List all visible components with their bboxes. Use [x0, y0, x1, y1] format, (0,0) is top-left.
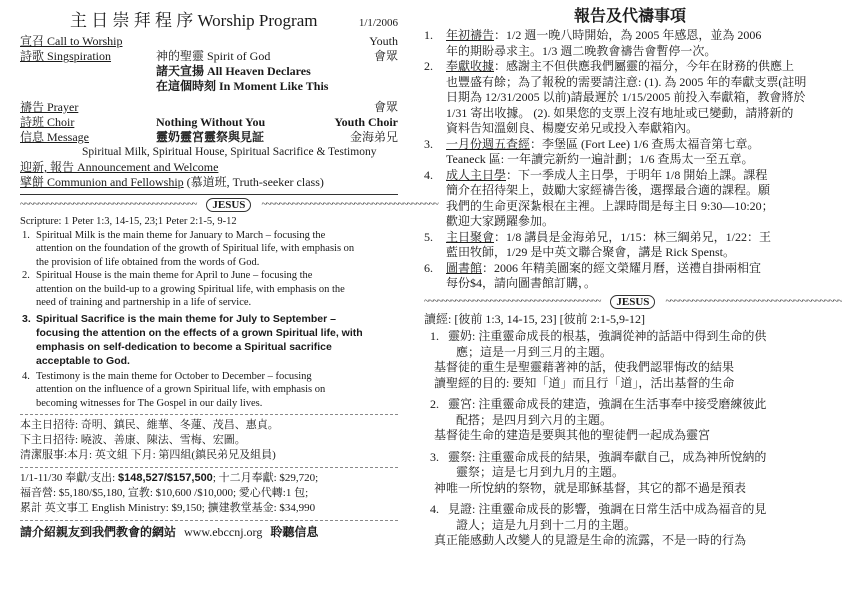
item-line: 資料告知溫劍良、楊慶安弟兄或投入奉獻箱內。	[446, 121, 699, 135]
ornament-row	[20, 197, 438, 213]
item-number: 3.	[22, 312, 31, 325]
footer-text: 請介紹親友到我們教會的網站	[20, 525, 177, 539]
website-footer	[20, 524, 398, 540]
item-note: 真正能感動人改變人的見證是生命的流露，不是一時的行為	[434, 533, 747, 547]
program-row	[20, 115, 398, 130]
program-date: 1/1/2006	[358, 17, 398, 29]
item-line	[446, 137, 836, 153]
item-heading: 一月份週五查經	[446, 136, 531, 151]
program-row	[20, 49, 398, 64]
item-line: the provision of life obtained from the words of God.	[36, 256, 260, 268]
item-text: ：1/8 講員是金海弟兄，1/15：林三綱弟兄，1/22：王	[494, 229, 772, 244]
item-line: Spiritual Milk is the main theme for January to March – focusing the	[36, 229, 326, 241]
row-leader: 會眾	[373, 100, 398, 114]
usher-line: 下主日招待: 曉波、善康、陳法、雪梅、宏圖。	[20, 434, 246, 446]
row-title: 諸天宣揚 All Heaven Declares	[156, 64, 311, 78]
program-rows	[20, 34, 398, 145]
program-row	[20, 79, 398, 94]
item-heading: 成人主日學	[446, 167, 507, 182]
row-title-empty	[156, 100, 366, 115]
scripture-item	[20, 370, 398, 411]
item-heading: 圖書館	[446, 260, 483, 275]
message-subtitle: Spiritual Milk, Spiritual House, Spiritual Sacrifice & Testimony	[82, 146, 377, 158]
program-row	[20, 64, 398, 79]
usher-line: 清潔服事:本月: 英文組 下月: 第四組(鎮民弟兄及組員)	[20, 449, 276, 461]
announcement-row	[20, 160, 398, 175]
scripture-section	[20, 215, 398, 410]
jesus-fish-emblem: JESUS	[610, 295, 655, 309]
item-note: 讀聖經的目的: 要知「道」而且行「道」，活出基督的生命	[434, 375, 735, 390]
item-line: 靈祭；這是七月到九月的主題。	[456, 465, 625, 479]
ushers-section	[20, 418, 398, 463]
row-leader: Youth Choir	[334, 115, 398, 129]
item-line: 靈宮: 注重靈命成長的建造，強調在生活事奉中接受磨練彼此	[448, 397, 767, 411]
row-title: 在這個時刻 In Moment Like This	[156, 79, 329, 93]
cn-scripture-item	[424, 502, 836, 549]
item-text: ：下一季成人主日學，于明年 1/8 開始上課。課程	[506, 167, 768, 182]
ornament-right: ~~~~~~~~~~~~~~~~~~~~~~~~~~~~~~~~~~~~~~~~	[261, 199, 438, 210]
program-row	[20, 34, 398, 49]
row-title-empty	[156, 34, 361, 49]
finance-section	[20, 471, 398, 516]
dashed-divider	[20, 467, 398, 468]
item-number: 3.	[430, 449, 439, 464]
announcements-column	[424, 6, 842, 549]
program-header	[20, 6, 398, 31]
cn-scripture-section	[424, 312, 836, 549]
item-number: 2.	[424, 59, 433, 73]
row-label: 禱告 Prayer	[20, 100, 79, 114]
row-label: 信息 Message	[20, 130, 89, 144]
row-label-empty	[20, 64, 148, 79]
program-row	[20, 130, 398, 145]
scripture-item	[20, 312, 398, 368]
scripture-item	[20, 269, 398, 310]
item-line: 配搭；是四月到六月的主題。	[456, 412, 613, 427]
finance-line-2: 福音營: $5,180/$5,180, 宣教: $10,600 /$10,000; 愛心代轉:1 包;	[20, 487, 309, 499]
finance-period: 1/1-11/30 奉獻/支出:	[20, 472, 118, 484]
item-heading: 主日聚會	[446, 229, 495, 244]
item-line: 藍田牧師，1/29 是中英文聯合聚會，講是 Rick Spenst。	[446, 245, 736, 259]
cn-scripture-heading: 讀經: [彼前 1:3, 14-15, 23] [彼前 2:1-5,9-12]	[424, 311, 645, 326]
item-number: 4.	[22, 370, 30, 382]
item-heading: 年初禱告	[446, 28, 495, 42]
item-line: Spiritual Sacrifice is the main theme for July to September –	[36, 312, 336, 325]
item-number: 2.	[22, 270, 30, 281]
item-line: emphasis on self-dedication to become a Spiritual sacrifice	[36, 340, 332, 353]
row-title: Nothing Without You	[156, 115, 266, 129]
program-title: 主 日 崇 拜 程 序 Worship Program	[70, 11, 318, 30]
item-number: 1.	[424, 28, 433, 42]
announcement-item	[424, 137, 836, 168]
announcement-item	[424, 230, 836, 261]
jesus-fish-emblem: JESUS	[206, 198, 251, 212]
finance-december: ; 十二月奉獻: $29,720;	[212, 472, 319, 484]
row-label: 宣召 Call to Worship	[20, 34, 123, 48]
row-label-empty	[20, 79, 148, 94]
program-row	[20, 100, 398, 115]
announcement-item	[424, 168, 836, 230]
communion-label: 擘餅 Communion and Fellowship	[20, 175, 184, 189]
cn-scripture-item	[424, 329, 836, 391]
announcements-title: 報告及代禱事項	[573, 8, 686, 25]
item-line: Testimony is the main theme for October to December – focusing	[36, 370, 312, 382]
item-text: ：感謝主不但供應我們屬靈的福分，今年在財務的供應上	[494, 59, 795, 73]
item-line: need of training and partnership in a life of service.	[36, 297, 252, 308]
item-line: 應；這是一月到三月的主題。	[456, 344, 613, 359]
row-label: 詩班 Choir	[20, 115, 75, 129]
item-text: ：2006 年精美圖案的經文榮耀月曆，送禮自掛兩相宜	[482, 260, 762, 275]
item-line: acceptable to God.	[36, 354, 130, 367]
item-line: attention on the influence of a grown Spiritual life, with emphasis on	[36, 384, 326, 395]
row-leader: 金海弟兄	[349, 130, 398, 144]
finance-amount: $148,527/$157,500	[117, 472, 213, 484]
item-line: Teaneck 區: 一年讀完新約一遍計劃；1/6 查馬太一至五章。	[446, 152, 754, 166]
dashed-divider	[20, 414, 398, 415]
item-line: Spiritual House is the main theme for April to June – focusing the	[36, 270, 313, 281]
item-number: 4.	[424, 167, 433, 182]
item-note: 神唯一所悅納的祭物，就是耶穌基督，其它的都不過是預表	[434, 480, 747, 495]
item-number: 3.	[424, 136, 433, 151]
ornament-row	[424, 294, 842, 310]
item-line: 1/31 寄出收據。 (2). 如果您的支票上沒有地址或已變動，請將新的	[446, 105, 794, 120]
item-number: 1.	[22, 229, 30, 241]
row-leader: Youth	[369, 34, 398, 48]
item-line: 每份$4，請向圖書館訂購，。	[446, 276, 597, 290]
item-line: 歡迎大家踴躍參加。	[446, 214, 555, 228]
item-line: 也豐盛有餘；為了報稅的需要請注意: (1). 為 2005 年的奉獻支票(註明	[446, 74, 807, 89]
row-title: 靈奶靈宮靈祭與見証	[156, 130, 265, 144]
ornament-left: ~~~~~~~~~~~~~~~~~~~~~~~~~~~~~~~~~~~~~~~~	[424, 295, 601, 307]
row-leader: 會眾	[373, 49, 398, 63]
item-line	[446, 168, 836, 184]
item-line: 年的期盼尋求主。1/3 週二晚教會禱告會暫停一次。	[446, 43, 717, 58]
website-link[interactable]: www.ebccnj.org	[184, 525, 263, 539]
item-line: 見證: 注重靈命成長的影響，強調在日常生活中成為福音的見	[448, 502, 767, 516]
item-line: 證人；這是九月到十二月的主題。	[456, 517, 637, 532]
item-line: attention on the foundation of the growth of Spiritual life, with emphasis on	[36, 243, 355, 254]
cn-scripture-item	[424, 397, 836, 444]
item-note: 基督徒的重生是聖靈藉著神的話，使我們認罪悔改的結果	[434, 360, 735, 374]
item-number: 5.	[424, 229, 433, 244]
item-heading: 奉獻收據	[446, 59, 495, 73]
item-number: 6.	[424, 260, 433, 275]
row-title: 神的聖靈 Spirit of God	[156, 49, 271, 63]
item-line: focusing the attention on the effects of a grown Spiritual life, with	[36, 326, 363, 339]
item-line: 靈奶: 注重靈命成長的根基，強調從神的話語中得到生命的供	[448, 329, 767, 343]
announcement-item	[424, 59, 836, 137]
item-text: ：1/2 週一晚八時開始，為 2005 年感恩，並為 2006	[494, 28, 762, 42]
finance-line-3: 累計 英文事工 English Ministry: $9,150; 擴建教堂基金: $34,990	[20, 502, 316, 514]
usher-line: 本主日招待: 奇明、鎮民、維華、冬蓮、茂昌、惠貞。	[20, 419, 279, 431]
item-number: 1.	[430, 329, 439, 343]
item-text: ：李堡區 (Fort Lee) 1/6 查馬太福音第七章。	[530, 136, 760, 151]
footer-suffix: 聆聽信息	[270, 525, 319, 539]
announcement-item	[424, 261, 836, 292]
item-line	[446, 230, 836, 246]
ornament-left: ~~~~~~~~~~~~~~~~~~~~~~~~~~~~~~~~~~~~~~~~	[20, 199, 197, 210]
item-line	[446, 261, 836, 277]
divider	[20, 194, 398, 195]
item-note: 基督徒生命的建造是要與其他的聖徒們一起成為靈宮	[434, 428, 711, 442]
item-line	[446, 59, 836, 75]
announcements-list	[424, 28, 836, 292]
dashed-divider	[20, 520, 398, 521]
item-number: 4.	[430, 502, 439, 516]
scripture-item	[20, 229, 398, 270]
item-line: 我們的生命更深紮根在主裡。上課時間是每主日 9:30—10:20；	[446, 198, 774, 213]
item-line: 簡介在招待架上，鼓勵大家經禱告後，選擇最合適的課程。願	[446, 183, 771, 197]
item-number: 2.	[430, 397, 439, 411]
row-label: 詩歌 Singspiration	[20, 49, 112, 63]
item-line	[446, 28, 836, 44]
item-line: attention on the build-up to a growing Spiritual life, with emphasis on the	[36, 283, 345, 295]
communion-note: (慕道班, Truth-seeker class)	[186, 175, 324, 189]
item-line: 日期為 12/31/2005 以前)請最遲於 1/15/2005 前投入奉獻箱，教會將於	[446, 90, 806, 104]
announcement-label: 迎新, 報告 Announcement and Welcome	[20, 160, 219, 174]
item-line: 靈祭: 注重靈命成長的結果，強調奉獻自己，成為神所悅納的	[448, 449, 767, 464]
item-line: becoming witnesses for The Gospel in our daily lives.	[36, 397, 263, 409]
announcement-item	[424, 28, 836, 59]
communion-row	[20, 175, 398, 190]
cn-scripture-item	[424, 450, 836, 497]
ornament-right: ~~~~~~~~~~~~~~~~~~~~~~~~~~~~~~~~~~~~~~~~	[665, 295, 842, 307]
finance-line-1	[20, 471, 398, 486]
scripture-heading: Scripture: 1 Peter 1:3, 14-15, 23;1 Peter 2:1-5, 9-12	[20, 216, 237, 227]
worship-program-column	[20, 6, 438, 540]
